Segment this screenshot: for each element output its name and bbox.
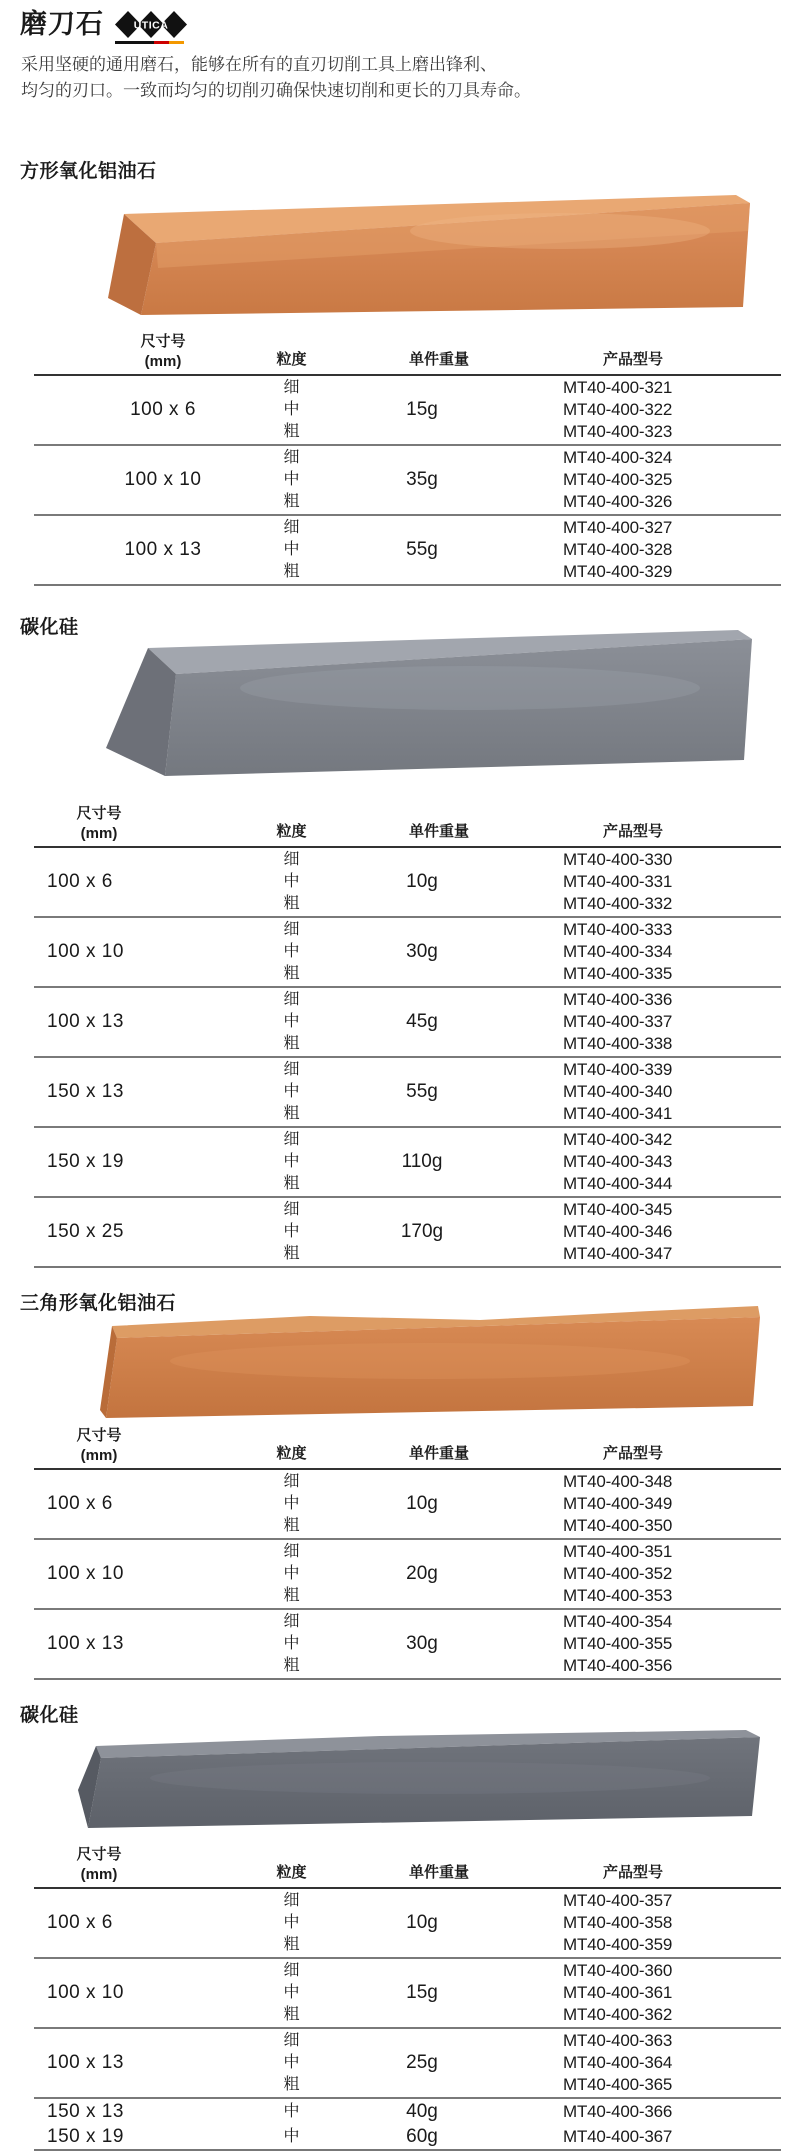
grit-values <box>234 2100 359 2124</box>
model-number: MT40-400-350 <box>563 1516 673 1535</box>
grit-value: 细 <box>283 449 300 466</box>
size-value: 100 x 13 <box>47 2052 124 2073</box>
table-row <box>34 376 781 444</box>
grit-value: 中 <box>283 1013 300 1030</box>
table-row <box>34 1538 781 1608</box>
grit-value: 细 <box>283 379 300 396</box>
model-numbers <box>519 517 781 583</box>
grit-value: 中 <box>283 541 300 558</box>
grit-value: 粗 <box>283 1657 300 1674</box>
model-number: MT40-400-330 <box>563 850 673 869</box>
model-number: MT40-400-353 <box>563 1586 673 1605</box>
unit-weight-value: 60g <box>406 2125 438 2147</box>
model-number: MT40-400-336 <box>563 990 673 1009</box>
model-number: MT40-400-354 <box>563 1612 673 1631</box>
table-row <box>34 916 781 986</box>
grit-value: 粗 <box>283 1587 300 1604</box>
model-number: MT40-400-324 <box>563 448 673 467</box>
model-number: MT40-400-365 <box>563 2075 673 2094</box>
table-row <box>34 1608 781 1678</box>
column-header-grit: 粒度 <box>276 351 307 368</box>
grit-values <box>234 919 359 985</box>
spec-table-silicon-carbide-square <box>34 800 781 1268</box>
grit-value: 粗 <box>283 563 300 580</box>
grit-value: 细 <box>283 1543 300 1560</box>
column-header-size: 尺寸号 (mm) <box>76 1846 122 1883</box>
model-number: MT40-400-347 <box>563 1244 673 1263</box>
size-value: 150 x 13 <box>47 1081 124 1102</box>
grit-values <box>234 1960 359 2026</box>
model-number: MT40-400-334 <box>563 942 673 961</box>
model-number: MT40-400-331 <box>563 872 673 891</box>
unit-weight-value: 15g <box>406 1982 438 2003</box>
unit-weight-value: 45g <box>406 1011 438 1032</box>
grit-values <box>234 1611 359 1677</box>
model-number: MT40-400-351 <box>563 1542 673 1561</box>
model-number: MT40-400-338 <box>563 1034 673 1053</box>
size-value: 100 x 6 <box>47 1493 113 1514</box>
unit-weight-value: 170g <box>400 1221 444 1242</box>
unit-weight-value: 35g <box>406 469 438 490</box>
size-value: 100 x 13 <box>124 539 202 560</box>
grit-value: 粗 <box>283 1517 300 1534</box>
size-value: 100 x 6 <box>130 399 196 420</box>
table-row <box>34 1470 781 1538</box>
product-photo-silicon-carbide-square <box>0 628 800 780</box>
grit-value: 细 <box>283 1473 300 1490</box>
section-title-square-oil-stone: 方形氧化铝油石 <box>20 161 157 182</box>
model-number: MT40-400-361 <box>563 1983 673 2002</box>
size-value: 100 x 13 <box>47 1011 124 1032</box>
model-numbers <box>519 1471 781 1537</box>
unit-weight-value: 110g <box>401 1151 443 1172</box>
grit-value: 中 <box>283 2054 300 2071</box>
size-value: 100 x 13 <box>47 1633 124 1654</box>
column-header-size: 尺寸号 (mm) <box>76 1427 122 1464</box>
grit-value: 粗 <box>283 423 300 440</box>
description-line: 均匀的刃口。一致而均匀的切削刃确保快速切削和更长的刀具寿命。 <box>21 81 531 100</box>
grit-value: 中 <box>283 1635 300 1652</box>
grit-value: 中 <box>283 1153 300 1170</box>
spec-table-triangular-oil-stone <box>34 1422 781 1680</box>
grit-values <box>234 849 359 915</box>
table-row <box>34 848 781 916</box>
grit-value: 细 <box>283 1061 300 1078</box>
model-number: MT40-400-343 <box>563 1152 673 1171</box>
model-numbers <box>519 849 781 915</box>
model-numbers <box>519 1129 781 1195</box>
grit-value: 中 <box>283 2102 300 2120</box>
model-number: MT40-400-342 <box>563 1130 673 1149</box>
page-title: 磨刀石 <box>20 9 104 39</box>
model-number: MT40-400-340 <box>563 1082 673 1101</box>
grit-value: 细 <box>283 851 300 868</box>
unit-weight-value: 40g <box>406 2100 438 2122</box>
grit-value: 中 <box>283 1565 300 1582</box>
model-numbers <box>519 1059 781 1125</box>
grit-value: 粗 <box>283 493 300 510</box>
product-photo-square-oil-stone <box>0 186 800 336</box>
section-title-silicon-carbide-square: 碳化硅 <box>20 617 79 638</box>
model-number: MT40-400-359 <box>563 1935 673 1954</box>
table-row <box>34 1889 781 1957</box>
size-value: 150 x 25 <box>47 1221 124 1242</box>
grit-values <box>234 2030 359 2096</box>
unit-weight-value: 10g <box>406 1493 438 1514</box>
grit-value: 粗 <box>283 2006 300 2023</box>
grit-value: 中 <box>283 1914 300 1931</box>
model-number: MT40-400-367 <box>563 2126 673 2146</box>
model-number: MT40-400-349 <box>563 1494 673 1513</box>
grit-value: 中 <box>283 1495 300 1512</box>
utica-brand-logo <box>114 10 188 45</box>
model-number: MT40-400-348 <box>563 1472 673 1491</box>
model-numbers <box>519 377 781 443</box>
model-number: MT40-400-325 <box>563 470 673 489</box>
table-header-row <box>34 1841 781 1889</box>
grit-value: 粗 <box>283 1035 300 1052</box>
column-header-model: 产品型号 <box>602 351 663 368</box>
model-number: MT40-400-321 <box>563 378 673 397</box>
spec-table-square-oil-stone <box>34 328 781 586</box>
unit-weight-value: 30g <box>406 1633 438 1654</box>
table-header-row <box>34 800 781 848</box>
model-number: MT40-400-335 <box>563 964 673 983</box>
grit-value: 细 <box>283 1131 300 1148</box>
unit-weight-value: 20g <box>406 1563 438 1584</box>
table-header-row <box>34 1422 781 1470</box>
model-number: MT40-400-337 <box>563 1012 673 1031</box>
model-number: MT40-400-362 <box>563 2005 673 2024</box>
model-numbers <box>519 1890 781 1956</box>
model-numbers <box>519 1960 781 2026</box>
column-header-model: 产品型号 <box>602 1864 663 1881</box>
size-value: 100 x 10 <box>47 1563 124 1584</box>
grit-values <box>234 2125 359 2149</box>
grit-value: 中 <box>283 943 300 960</box>
column-header-weight: 单件重量 <box>408 351 469 368</box>
model-number: MT40-400-357 <box>563 1891 673 1910</box>
model-number: MT40-400-322 <box>563 400 673 419</box>
model-number: MT40-400-339 <box>563 1060 673 1079</box>
unit-weight-value: 10g <box>406 871 438 892</box>
unit-weight-value: 30g <box>406 941 438 962</box>
column-header-grit: 粒度 <box>276 1864 307 1881</box>
unit-weight-value: 10g <box>406 1912 438 1933</box>
model-numbers <box>519 989 781 1055</box>
model-numbers <box>519 447 781 513</box>
size-value: 150 x 19 <box>47 1151 124 1172</box>
model-numbers <box>519 1199 781 1265</box>
model-numbers <box>519 1541 781 1607</box>
table-row <box>34 444 781 514</box>
grit-value: 粗 <box>283 1175 300 1192</box>
unit-weight-value: 55g <box>406 1081 438 1102</box>
grit-values <box>234 447 359 513</box>
model-number: MT40-400-366 <box>563 2101 673 2121</box>
grit-value: 粗 <box>283 1936 300 1953</box>
grit-value: 中 <box>283 471 300 488</box>
model-number: MT40-400-344 <box>563 1174 673 1193</box>
grit-value: 粗 <box>283 895 300 912</box>
grit-value: 粗 <box>283 2076 300 2093</box>
column-header-model: 产品型号 <box>602 1445 663 1462</box>
unit-weight-value: 25g <box>406 2052 438 2073</box>
column-header-size: 尺寸号 (mm) <box>140 333 186 370</box>
model-number: MT40-400-345 <box>563 1200 673 1219</box>
table-row <box>34 1957 781 2027</box>
grit-value: 中 <box>283 2127 300 2145</box>
grit-value: 粗 <box>283 1105 300 1122</box>
model-number: MT40-400-327 <box>563 518 673 537</box>
table-row <box>34 2097 781 2124</box>
product-photo-triangular-oil-stone <box>0 1306 800 1424</box>
column-header-weight: 单件重量 <box>408 1445 469 1462</box>
model-numbers <box>519 2125 781 2149</box>
table-row <box>34 1196 781 1266</box>
model-numbers <box>519 2030 781 2096</box>
column-header-weight: 单件重量 <box>408 1864 469 1881</box>
table-row <box>34 1056 781 1126</box>
model-number: MT40-400-329 <box>563 562 673 581</box>
section-title-triangular-oil-stone: 三角形氧化铝油石 <box>20 1293 177 1314</box>
model-numbers <box>519 2100 781 2124</box>
model-number: MT40-400-346 <box>563 1222 673 1241</box>
grit-values <box>234 1890 359 1956</box>
model-numbers <box>519 1611 781 1677</box>
grit-value: 细 <box>283 1201 300 1218</box>
grit-value: 细 <box>283 991 300 1008</box>
grit-value: 细 <box>283 1962 300 1979</box>
size-value: 100 x 10 <box>47 941 124 962</box>
brand-logo-text: UTICA <box>133 19 169 32</box>
model-number: MT40-400-332 <box>563 894 673 913</box>
grit-value: 细 <box>283 1892 300 1909</box>
model-number: MT40-400-352 <box>563 1564 673 1583</box>
section-title-silicon-carbide-triangular: 碳化硅 <box>20 1705 79 1726</box>
unit-weight-value: 15g <box>406 399 438 420</box>
size-value: 100 x 6 <box>47 871 113 892</box>
model-number: MT40-400-364 <box>563 2053 673 2072</box>
column-header-size: 尺寸号 (mm) <box>76 805 122 842</box>
model-number: MT40-400-356 <box>563 1656 673 1675</box>
size-value: 100 x 6 <box>47 1912 113 1933</box>
unit-weight-value: 55g <box>406 539 438 560</box>
column-header-weight: 单件重量 <box>408 823 469 840</box>
grit-value: 细 <box>283 2032 300 2049</box>
model-number: MT40-400-323 <box>563 422 673 441</box>
grit-values <box>234 1129 359 1195</box>
grit-values <box>234 1059 359 1125</box>
grit-value: 粗 <box>283 1245 300 1262</box>
grit-values <box>234 1471 359 1537</box>
grit-value: 中 <box>283 1223 300 1240</box>
column-header-grit: 粒度 <box>276 1445 307 1462</box>
grit-values <box>234 989 359 1055</box>
column-header-model: 产品型号 <box>602 823 663 840</box>
grit-value: 中 <box>283 1984 300 2001</box>
product-photo-silicon-carbide-triangular <box>0 1730 800 1832</box>
size-value: 150 x 19 <box>47 2125 124 2147</box>
model-number: MT40-400-326 <box>563 492 673 511</box>
grit-values <box>234 1199 359 1265</box>
grit-values <box>234 1541 359 1607</box>
model-number: MT40-400-355 <box>563 1634 673 1653</box>
grit-value: 中 <box>283 401 300 418</box>
model-number: MT40-400-333 <box>563 920 673 939</box>
description-line: 采用坚硬的通用磨石，能够在所有的直刃切削工具上磨出锋利、 <box>21 55 497 74</box>
table-row <box>34 2027 781 2097</box>
model-number: MT40-400-328 <box>563 540 673 559</box>
table-row <box>34 986 781 1056</box>
grit-value: 细 <box>283 921 300 938</box>
product-description <box>21 52 661 104</box>
size-value: 100 x 10 <box>47 1982 124 2003</box>
size-value: 100 x 10 <box>124 469 202 490</box>
grit-value: 中 <box>283 1083 300 1100</box>
page-header <box>20 8 188 45</box>
grit-value: 细 <box>283 519 300 536</box>
table-row <box>34 1126 781 1196</box>
model-numbers <box>519 919 781 985</box>
table-row <box>34 514 781 584</box>
grit-values <box>234 377 359 443</box>
table-header-row <box>34 328 781 376</box>
model-number: MT40-400-360 <box>563 1961 673 1980</box>
size-value: 150 x 13 <box>47 2100 124 2122</box>
model-number: MT40-400-341 <box>563 1104 673 1123</box>
model-number: MT40-400-358 <box>563 1913 673 1932</box>
spec-table-silicon-carbide-triangular <box>34 1841 781 2151</box>
grit-values <box>234 517 359 583</box>
grit-value: 中 <box>283 873 300 890</box>
grit-value: 粗 <box>283 965 300 982</box>
column-header-grit: 粒度 <box>276 823 307 840</box>
grit-value: 细 <box>283 1613 300 1630</box>
model-number: MT40-400-363 <box>563 2031 673 2050</box>
table-row <box>34 2124 781 2149</box>
